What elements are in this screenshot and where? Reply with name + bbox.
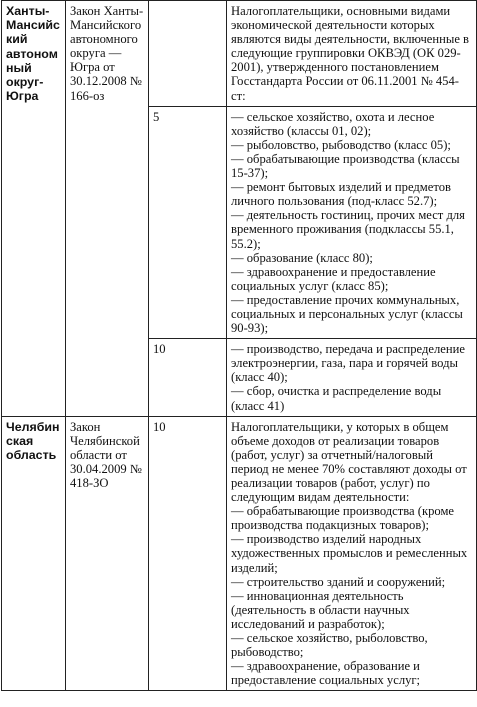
rate-cell [149, 1, 227, 107]
description-cell [227, 339, 477, 416]
region-cell: Челябинская область [2, 416, 66, 691]
activity-item: — образование (класс 80); [231, 250, 373, 265]
activity-item: — здравоохранение и предоставление социальных услуг (класс 85); [231, 264, 436, 293]
activity-item: — здравоохранение, образование и предоставление социальных услуг; [231, 659, 421, 688]
region-cell: Ханты-Мансийский автономный округ-Югра [2, 1, 66, 417]
description-cell [227, 1, 477, 107]
activity-item: — деятельность гостиниц, прочих мест для временного проживания (подклассы 55.1, 55.2); [231, 208, 465, 251]
activity-item: — инновационная деятельность (деятельность в области научных исследований и разработок); [231, 588, 410, 631]
activity-item: — обрабатывающие производства (классы 15-37); [231, 151, 460, 181]
law-cell: Закон Челябинской области от 30.04.2009 № 418-ЗО [66, 416, 149, 691]
activity-item: — сельское хозяйство, охота и лесное хозяйство (классы 01, 02); [231, 109, 435, 138]
activity-item: — ремонт бытовых изделий и предметов личного пользования (под-класс 52.7); [231, 180, 451, 209]
activity-item: — предоставление прочих коммунальных, социальных и персональных услуг (классы 90-93); [231, 292, 463, 336]
description-cell [227, 106, 477, 339]
description-intro: Налогоплательщики, основными видами экономической деятельности которых являются виды деятельности, включенные в следующие группировки ОКВЭД (ОК 029-2001), утвержденного постановлением Госстандарта России от 06.11.2001 № 454-ст: [231, 4, 470, 103]
activity-item: — сбор, очистка и распределение воды (класс 41) [231, 384, 442, 413]
activity-item: — рыболовство, рыбоводство (класс 05); [231, 137, 451, 152]
description-cell [227, 416, 477, 691]
table-row [2, 416, 477, 691]
rate-cell: 10 [149, 339, 227, 416]
description-intro: Налогоплательщики, у которых в общем объеме доходов от реализации товаров (работ, услуг) за отчетный/налоговый период не менее 70% составляют доходы от реализации товаров (работ, услуг) по следующим видам деятельности: [231, 419, 467, 505]
activity-item: — производство изделий народных художественных промыслов и ремесленных изделий; [231, 532, 468, 575]
table-row [2, 1, 477, 107]
activity-item: — обрабатывающие производства (кроме производства подакцизных товаров); [231, 504, 455, 533]
rate-cell: 5 [149, 106, 227, 339]
activity-item: — сельское хозяйство, рыболовство, рыбоводство; [231, 631, 428, 660]
activity-item: — производство, передача и распределение электроэнергии, газа, пара и горячей воды (класс 40); [231, 342, 465, 385]
activity-item: — строительство зданий и сооружений; [231, 574, 446, 589]
law-cell: Закон Ханты-Мансийского автономного округа — Югра от 30.12.2008 № 166-оз [66, 1, 149, 417]
rate-cell: 10 [149, 416, 227, 691]
tax-rates-table [1, 0, 477, 691]
